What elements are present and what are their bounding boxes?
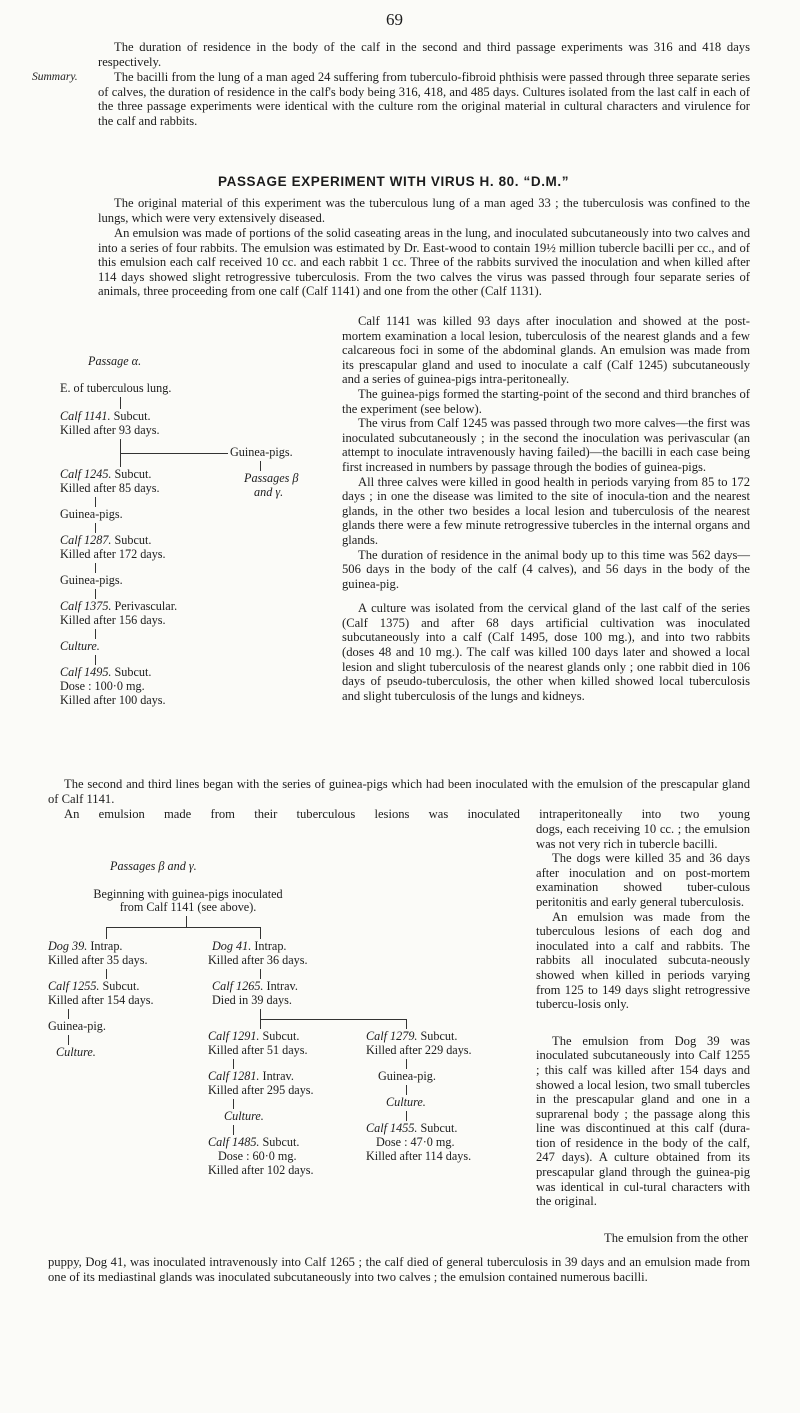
right-paragraph-1: Calf 1141 was killed 93 days after inoculation and showed at the post-mortem examination a local lesion, tuberculosis of the nearest glands and a few calcareous foci in some of the abdominal glands. An emulsion was made from its prescapular gland and used to inoculate a calf (Calf 1245) subcutaneously and a series of guinea-pigs intra-peritoneally. xyxy=(342,314,750,387)
calf-1291: Calf 1291. Subcut. xyxy=(208,1029,300,1043)
diagram-beta-title: Passages β and γ. xyxy=(110,859,197,873)
lower-paragraph-1: The second and third lines began with the series of guinea-pigs which had been inoculated with the emulsion of the prescapular gland of Calf 1141. xyxy=(48,777,750,806)
right-paragraph-3: The virus from Calf 1245 was passed through two more calves—the first was inoculated subcutaneously ; in the second the inoculation was perivascular (an attempt to inoculate intravenously having failed)—the bacilli in each case being first increased in numbers by passage through the bodies of guinea-pigs. xyxy=(342,416,750,474)
calf-1485: Calf 1485. Subcut. xyxy=(208,1135,300,1149)
calf-1279-fate: Killed after 229 days. xyxy=(366,1043,472,1057)
lower-right-paragraph-3: An emulsion was made from the tuberculous lesions of each dog and inoculated into a calf and rabbits. The rabbits all inoculated subcuta-neously showed when killed in periods varying from 125 to 149 days slight retrogressive tubercu-losis only. xyxy=(536,909,750,1012)
calf-1495-fate: Killed after 100 days. xyxy=(60,693,166,707)
calf-1287-fate: Killed after 172 days. xyxy=(60,547,166,561)
calf-1455-dose: Dose : 47·0 mg. xyxy=(376,1135,455,1149)
calf-1255-fate: Killed after 154 days. xyxy=(48,993,154,1007)
closing-paragraph: puppy, Dog 41, was inoculated intravenously into Calf 1265 ; the calf died of general tuberculosis in 39 days and an emulsion made from one of its mediastinal glands was inoculated subcutaneously into two calves ; the emulsion contained numerous bacilli. xyxy=(48,1255,750,1284)
lower-right-paragraph-4: The emulsion from Dog 39 was inoculated subcutaneously into Calf 1255 ; this calf was killed after 154 days and showed a local lesion, two small tubercles in the prescapular gland and one in a suprarenal body ; the passage along this line was discontinued at this calf (dura-tion of residence in the body of the calf, 247 days). A culture obtained from its prescapular gland through the guinea-pig was identical in cul-tural characters with the original. xyxy=(536,1033,750,1209)
guinea-pigs-2: Guinea-pigs. xyxy=(60,573,123,587)
lower-right-paragraph-1: dogs, each receiving 10 cc. ; the emulsion was not very rich in tubercle bacilli. xyxy=(536,822,750,851)
culture-beta: Culture. xyxy=(56,1045,96,1059)
calf-1265-fate: Died in 39 days. xyxy=(212,993,292,1007)
dog-39-fate: Killed after 35 days. xyxy=(48,953,148,967)
culture-alpha: Culture. xyxy=(60,639,100,653)
calf-1455: Calf 1455. Subcut. xyxy=(366,1121,458,1135)
passage-alpha-diagram xyxy=(60,355,340,765)
calf-1495-dose: Dose : 100·0 mg. xyxy=(60,679,145,693)
page-number: 69 xyxy=(386,10,403,29)
calf-1265: Calf 1265. Intrav. xyxy=(212,979,298,993)
branch-note-line1: Passages β xyxy=(244,471,299,485)
main-paragraph-2: An emulsion was made of portions of the solid caseating areas in the lung, and inoculated subcutaneously into two calves and into a series of four rabbits. The emulsion was estimated by Dr. East-wood to contain 19½ million tubercle bacilli per cc., and of this emulsion each calf received 10 cc. and each rabbit 1 cc. Three of the rabbits survived the inoculation and when killed after 114 days showed slight retrogressive tuberculosis. From the two calves the virus was passed through four separate series of animals, three proceeding from one calf (Calf 1141) and one from the other (Calf 1131). xyxy=(98,226,750,299)
guinea-pigs-branch: Guinea-pigs. xyxy=(230,445,293,459)
culture-gamma-1: Culture. xyxy=(224,1109,264,1123)
lower-paragraph-2-start: An emulsion made from their tuberculous lesions was inoculated intraperitoneally into two young xyxy=(64,807,750,821)
calf-1455-fate: Killed after 114 days. xyxy=(366,1149,472,1163)
diagram-beta-intro-1: Beginning with guinea-pigs inoculated xyxy=(93,887,283,901)
diagram-alpha-title: Passage α. xyxy=(88,354,142,368)
calf-1255: Calf 1255. Subcut. xyxy=(48,979,140,993)
calf-1291-fate: Killed after 51 days. xyxy=(208,1043,308,1057)
calf-1245-fate: Killed after 85 days. xyxy=(60,481,160,495)
intro-paragraph-1: The duration of residence in the body of the calf in the second and third passage experiments was 316 and 418 days respectively. xyxy=(98,40,750,69)
main-paragraph-1: The original material of this experiment was the tuberculous lung of a man aged 33 ; the tuberculosis was confined to the lungs, which were very extensively diseased. xyxy=(98,196,750,225)
summary-side-label: Summary. xyxy=(32,71,78,83)
right-paragraph-2: The guinea-pigs formed the starting-point of the second and third branches of the experiment (see below). xyxy=(342,386,750,416)
calf-1281: Calf 1281. Intrav. xyxy=(208,1069,294,1083)
calf-1279: Calf 1279. Subcut. xyxy=(366,1029,458,1043)
diagram-alpha-origin: E. of tuberculous lung. xyxy=(60,381,172,395)
calf-1485-dose: Dose : 60·0 mg. xyxy=(218,1149,297,1163)
calf-1281-fate: Killed after 295 days. xyxy=(208,1083,314,1097)
dog-39: Dog 39. Intrap. xyxy=(48,939,123,953)
calf-1245: Calf 1245. Subcut. xyxy=(60,467,152,481)
section-title: PASSAGE EXPERIMENT WITH VIRUS H. 80. “D.M.” xyxy=(218,174,570,189)
guinea-pigs-1: Guinea-pigs. xyxy=(60,507,123,521)
calf-1485-fate: Killed after 102 days. xyxy=(208,1163,314,1177)
intro-paragraph-2: The bacilli from the lung of a man aged 24 suffering from tuberculo-fibroid phthisis were passed through three separate series of calves, the duration of residence in the calf's body being 316, 418, and 485 days. Cultures isolated from the last calf in each of the three passage experiments were identical with the culture rom the original material in cultural characters and virulence for the calf and rabbits. xyxy=(98,70,750,128)
calf-1375: Calf 1375. Perivascular. xyxy=(60,599,178,613)
right-paragraph-6: A culture was isolated from the cervical gland of the last calf of the series (Calf 1375) and after 68 days artificial cultivation was inoculated subcutaneously into a calf (Calf 1495, dose 100 mg.), and into two rabbits (doses 48 and 10 mg.). The calf was killed 100 days later and showed a local lesion and slight tuberculosis of the nearest glands only ; one rabbit died in 106 days of pseudo-tuberculosis, the other when killed showed local tuberculosis and slight tuberculosis of the lungs and kidneys. xyxy=(342,601,750,703)
calf-1495: Calf 1495. Subcut. xyxy=(60,665,152,679)
guinea-pig-gamma: Guinea-pig. xyxy=(378,1069,436,1083)
right-column-text xyxy=(342,314,750,703)
guinea-pig-beta: Guinea-pig. xyxy=(48,1019,106,1033)
lower-right-paragraph-2: The dogs were killed 35 and 36 days after inoculation and on post-mortem examination showed tuber-culous peritonitis and early general tuberculosis. xyxy=(536,851,750,909)
branch-note-line2: and γ. xyxy=(254,485,284,499)
dog-41: Dog 41. Intrap. xyxy=(212,939,287,953)
culture-gamma-2: Culture. xyxy=(386,1095,426,1109)
lower-right-column xyxy=(536,822,750,1245)
calf-1141: Calf 1141. Subcut. xyxy=(60,409,151,423)
passages-beta-gamma-diagram xyxy=(48,860,534,1260)
calf-1375-fate: Killed after 156 days. xyxy=(60,613,166,627)
calf-1141-fate: Killed after 93 days. xyxy=(60,423,160,437)
calf-1287: Calf 1287. Subcut. xyxy=(60,533,152,547)
dog-41-fate: Killed after 36 days. xyxy=(208,953,308,967)
diagram-beta-intro-2: from Calf 1141 (see above). xyxy=(119,900,257,914)
lower-right-paragraph-5-start: The emulsion from the other xyxy=(604,1230,749,1245)
right-paragraph-5: The duration of residence in the animal body up to this time was 562 days—506 days in the body of the calf (4 calves), and 56 days in the body of the guinea-pig. xyxy=(342,547,750,591)
right-paragraph-4: All three calves were killed in good health in periods varying from 85 to 172 days ; in one the disease was limited to the site of inocula-tion and the nearest glands, in the other two besides a local lesion and tuberculosis of the nearest glands there were a few minute retrogressive tubercles in the internal organs and glands. xyxy=(342,474,750,547)
